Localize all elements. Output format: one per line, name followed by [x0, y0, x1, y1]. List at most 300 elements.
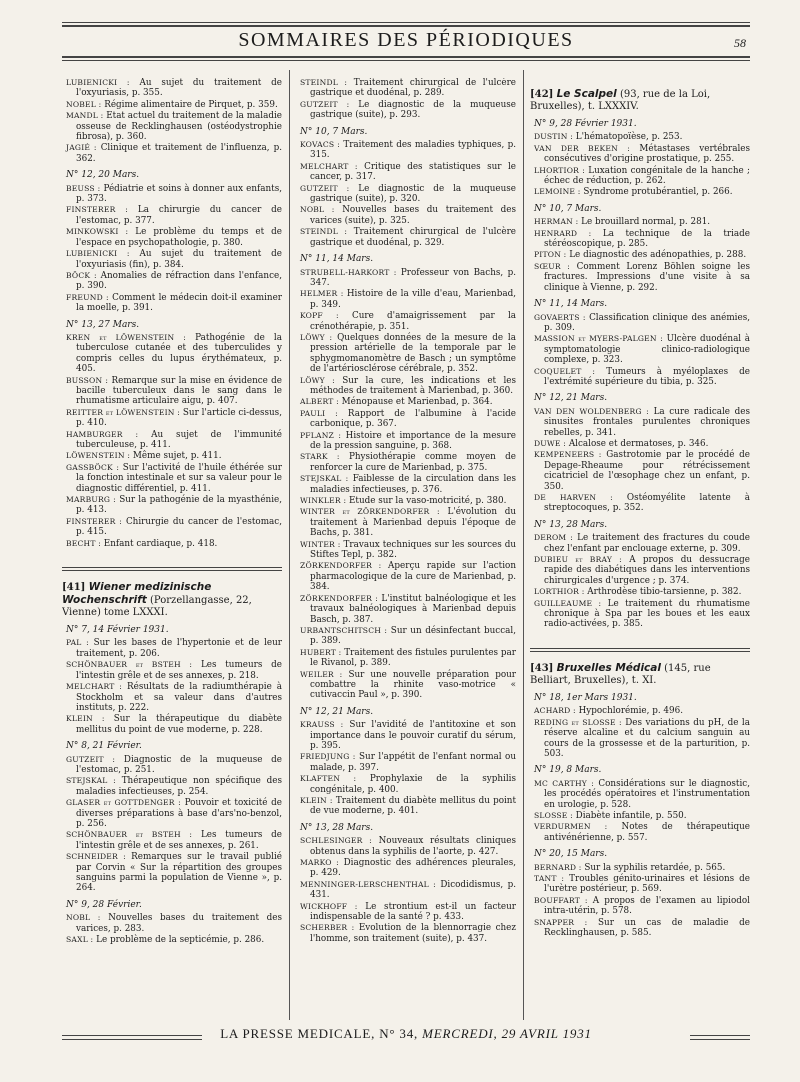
journal-detail: (Porzellangasse, 22, Vienne) tome LXXXI.: [62, 595, 252, 619]
summary-entry: [296, 858, 516, 879]
author-name: STARK :: [300, 452, 340, 462]
article-title: Au sujet de l'immunité tuberculeuse, p. 411.: [76, 429, 282, 450]
author-name: DUWE :: [534, 438, 567, 448]
issue-heading: N° 18, 1er Mars 1931.: [534, 692, 637, 703]
author-name: MARKO :: [300, 858, 339, 868]
author-name: HELMER :: [300, 289, 344, 299]
author-name: STEINDL :: [300, 227, 348, 237]
author-name: LUBIENICKI :: [66, 78, 130, 87]
summary-entry: [530, 811, 750, 821]
summary-entry: [530, 144, 750, 165]
author-name: MASSION et MYERS-PALGEN :: [534, 334, 663, 344]
summary-entry: [530, 166, 750, 187]
author-name: KRAUSS :: [300, 720, 344, 730]
summary-entry: [62, 682, 282, 713]
article-title: Considérations sur le diagnostic, les procédés opératoires et l'instrumentation en urologie, p. 528.: [544, 778, 750, 810]
summary-entry: [530, 587, 750, 597]
author-name: DUSTIN :: [534, 132, 573, 142]
article-title: Etat actuel du traitement de la maladie osseuse de Recklinghausen (ostéodystrophie fibrosa), p. 360.: [76, 111, 282, 143]
summary-entry: [62, 776, 282, 797]
journal-detail: (93, rue de la Loi, Bruxelles), t. LXXXIV.: [530, 89, 711, 112]
summary-entry: [296, 268, 516, 289]
article-title: L'évolution du traitement à Marienbad depuis l'époque de Bachs, p. 381.: [310, 507, 516, 539]
author-name: LORTHIOR :: [534, 587, 585, 597]
author-name: ZÖRKENDORFER :: [300, 593, 378, 603]
article-title: Critique des statistiques sur le cancer, p. 317.: [310, 161, 516, 183]
article-title: Le traitement des fractures du coude chez l'enfant par enclouage externe, p. 309.: [544, 533, 750, 554]
article-title: Traitement du diabète mellitus du point de vue moderne, p. 401.: [310, 796, 516, 817]
author-name: BECHT :: [66, 538, 101, 548]
article-title: Etude sur la vaso-motricité, p. 380.: [349, 496, 507, 507]
article-title: Ostéomyélite latente à streptocoques, p. 352.: [544, 493, 750, 514]
author-name: GLASER et GOTTDENGER :: [66, 798, 181, 808]
author-name: VAN DER BEKEN :: [534, 143, 630, 153]
author-name: PFLANZ :: [300, 430, 342, 440]
column-divider: [289, 70, 290, 1020]
journal-name: Bruxelles Médical: [556, 661, 661, 674]
author-name: STEJSKAL :: [66, 776, 116, 786]
summary-entry: [530, 874, 750, 895]
author-name: KREN et LÖWENSTEIN :: [66, 332, 186, 342]
author-name: FREUND :: [66, 292, 109, 302]
author-name: PAL :: [66, 638, 89, 648]
summary-entry: [62, 830, 282, 851]
article-title: Traitement des fistules purulentes par le Rivanol, p. 389.: [310, 647, 516, 669]
article-title: Notes de thérapeutique antivénérienne, p. 557.: [544, 822, 750, 843]
summary-entry: [62, 100, 282, 110]
summary-entry: [62, 430, 282, 451]
column-1: [62, 78, 282, 1018]
page-footer: [62, 1022, 750, 1052]
journal-number: [42]: [530, 89, 554, 100]
summary-entry: [530, 229, 750, 250]
journal-heading: [62, 581, 282, 619]
issue-heading: N° 19, 8 Mars.: [534, 765, 602, 776]
summary-entry: [530, 896, 750, 917]
summary-entry: [296, 227, 516, 248]
author-name: SLOSSE :: [534, 810, 573, 820]
summary-entry: [530, 407, 750, 438]
article-title: Sur une nouvelle préparation pour combattre la rhinite vaso-motrice « cutivaccin Paul », p. 390.: [310, 669, 516, 701]
summary-entry: [530, 439, 750, 449]
summary-entry: [296, 140, 516, 161]
author-name: BUSSON :: [66, 375, 109, 385]
issue-heading: N° 7, 14 Février 1931.: [66, 625, 169, 636]
article-title: Travaux techniques sur les sources du Stiftes Tepl, p. 382.: [310, 539, 516, 561]
issue-heading: N° 12, 20 Mars.: [66, 170, 140, 181]
article-title: Cure d'amaigrissement par la crénothérapie, p. 351.: [310, 311, 516, 332]
issue-heading: N° 10, 7 Mars.: [300, 126, 368, 137]
article-title: Quelques données de la mesure de la pression artérielle de la temporale par le sphygmomanomètre de Basch ; un symptôme de l'artériosclérose cérébrale, p. 352.: [310, 332, 516, 375]
author-name: MANDL :: [66, 111, 104, 121]
summary-entry: [296, 752, 516, 773]
footer-date: MERCREDI, 29 AVRIL 1931: [422, 1026, 592, 1041]
summary-entry: [62, 111, 282, 142]
article-title: Sur l'article ci-dessus, p. 410.: [76, 407, 282, 429]
author-name: WINTER :: [300, 539, 341, 549]
article-title: Dicodidismus, p. 431.: [310, 879, 516, 901]
author-name: MARBURG :: [66, 495, 116, 505]
author-name: REDING et SLOSSE :: [534, 717, 622, 727]
author-name: ACHARD :: [534, 706, 576, 716]
summary-entry: [62, 539, 282, 549]
journal-heading: [530, 88, 750, 113]
summary-entry: [530, 367, 750, 388]
author-name: DEROM :: [534, 533, 574, 543]
author-name: ZÖRKENDORFER :: [300, 561, 382, 571]
author-name: HUBERT :: [300, 647, 342, 657]
author-name: LÖWENSTEIN :: [66, 451, 131, 461]
summary-entry: [296, 540, 516, 561]
article-title: Aperçu rapide sur l'action pharmacologique de la cure de Marienbad, p. 384.: [310, 561, 516, 593]
summary-entry: [296, 474, 516, 495]
author-name: KOVACS :: [300, 140, 341, 150]
author-name: SCHERBER :: [300, 923, 355, 933]
summary-entry: [296, 78, 516, 99]
article-title: Prophylaxie de la syphilis congénitale, p. 400.: [310, 774, 516, 795]
issue-heading: N° 13, 28 Mars.: [300, 822, 374, 833]
article-title: Le diagnostic de la muqueuse gastrique (suite), p. 320.: [310, 183, 516, 205]
article-title: Arthrodèse tibio-tarsienne, p. 382.: [587, 587, 742, 598]
summary-entry: [62, 755, 282, 776]
summary-entry: [530, 493, 750, 514]
article-title: Troubles génito-urinaires et lésions de l'urètre postérieur, p. 569.: [544, 873, 750, 895]
author-name: SŒUR :: [534, 261, 570, 271]
article-title: Alcalose et dermatoses, p. 346.: [568, 438, 709, 449]
summary-entry: [530, 779, 750, 810]
article-title: Physiothérapie comme moyen de renforcer la cure de Marienbad, p. 375.: [310, 452, 516, 473]
page-number: 58: [734, 36, 746, 50]
summary-entry: [62, 249, 282, 270]
article-title: Sur l'activité de l'huile éthérée sur la fonction intestinale et sur sa valeur pour le diagnostic différentiel, p. 411.: [76, 462, 282, 494]
article-title: Comment le médecin doit-il examiner la moelle, p. 391.: [76, 292, 282, 314]
author-name: NOBEL :: [66, 99, 102, 109]
article-title: Sur la thérapeutique du diabète mellitus du point de vue moderne, p. 228.: [76, 714, 282, 735]
article-title: Remarque sur la mise en évidence de bacille tuberculeux dans le sang dans le rhumatisme articulaire aigu, p. 407.: [76, 375, 282, 407]
summary-entry: [62, 333, 282, 375]
article-title: Métastases vertébrales consécutives d'origine prostatique, p. 255.: [544, 143, 750, 165]
article-title: Chirurgie du cancer de l'estomac, p. 415.: [76, 516, 282, 538]
author-name: WINTER et ZÖRKENDORFER :: [300, 507, 440, 517]
issue-heading: N° 20, 15 Mars.: [534, 849, 608, 860]
summary-entry: [62, 714, 282, 735]
summary-entry: [62, 638, 282, 659]
author-name: URBANTSCHITSCH :: [300, 625, 388, 635]
author-name: COQUELET :: [534, 366, 596, 376]
summary-entry: [296, 205, 516, 226]
article-title: Le problème de la septicémie, p. 286.: [96, 935, 265, 946]
author-name: MELCHART :: [300, 161, 358, 171]
summary-entry: [296, 561, 516, 592]
summary-entry: [296, 836, 516, 857]
summary-entry: [296, 333, 516, 375]
summary-entry: [296, 594, 516, 625]
summary-entry: [62, 913, 282, 934]
author-name: SCHNEIDER :: [66, 852, 126, 862]
author-name: SCHÖNBAUER et BSTEH :: [66, 830, 193, 840]
author-name: GASSBÖCK :: [66, 462, 120, 472]
article-title: A propos de l'examen au lipiodol intra-utérin, p. 578.: [544, 895, 750, 917]
summary-entry: [296, 774, 516, 795]
footer-text: [62, 1026, 750, 1042]
author-name: STRUBELL-HARKORT :: [300, 267, 397, 277]
article-title: Les tumeurs de l'intestin grêle et de ses annexes, p. 218.: [76, 660, 282, 681]
footer-prefix: LA PRESSE MEDICALE, N° 34,: [220, 1026, 419, 1041]
article-title: Faiblesse de la circulation dans les maladies infectieuses, p. 376.: [310, 474, 516, 495]
summary-entry: [296, 311, 516, 332]
article-title: Sur la cure, les indications et les méthodes de traitement à Marienbad, p. 360.: [310, 375, 516, 396]
author-name: KEMPENEERS :: [534, 450, 602, 460]
column-3: [530, 78, 750, 1018]
article-title: Traitement des maladies typhiques, p. 315.: [310, 140, 516, 161]
summary-entry: [62, 495, 282, 516]
summary-entry: [296, 409, 516, 430]
article-title: A propos du dessucrage rapide des diabétiques dans les interventions chirurgicales d'urgence ; p. 374.: [544, 555, 750, 586]
summary-entry: [530, 533, 750, 554]
issue-heading: N° 12, 21 Mars.: [534, 393, 608, 404]
article-title: Nouveaux résultats cliniques obtenus dans la syphilis de l'aorte, p. 427.: [310, 836, 516, 857]
article-title: Les tumeurs de l'intestin grêle et de ses annexes, p. 261.: [76, 830, 282, 851]
article-title: Histoire de la ville d'eau, Marienbad, p. 349.: [310, 289, 516, 310]
article-title: L'institut balnéologique et les travaux balnéologiques à Marienbad depuis Basch, p. 387.: [310, 593, 516, 625]
article-title: Anomalies de réfraction dans l'enfance, p. 390.: [76, 270, 282, 292]
summary-entry: [296, 880, 516, 901]
summary-entry: [296, 923, 516, 944]
author-name: MINKOWSKI :: [66, 227, 129, 237]
author-name: FINSTERER :: [66, 205, 128, 215]
author-name: NOBL :: [300, 205, 335, 215]
summary-entry: [296, 397, 516, 407]
author-name: LUBIENICKI :: [66, 249, 130, 259]
article-title: Thérapeutique non spécifique des maladies infectieuses, p. 254.: [76, 776, 282, 797]
header-rule: [62, 22, 750, 23]
summary-entry: [296, 507, 516, 538]
article-title: Syndrome protubérantiel, p. 266.: [583, 187, 733, 198]
author-name: GUTZEIT :: [300, 99, 350, 109]
article-title: Le strontium est-il un facteur indispensable de la santé ? p. 433.: [310, 901, 516, 923]
article-title: Histoire et importance de la mesure de la pression sanguine, p. 368.: [310, 430, 516, 451]
article-title: La chirurgie du cancer de l'estomac, p. 377.: [76, 205, 282, 226]
article-title: Sur les bases de l'hypertonie et de leur traitement, p. 206.: [76, 638, 282, 659]
summary-entry: [62, 451, 282, 461]
summary-entry: [62, 408, 282, 429]
summary-entry: [296, 431, 516, 452]
columns-area: [62, 70, 750, 1020]
summary-entry: [530, 250, 750, 260]
section-separator: [62, 567, 282, 571]
summary-entry: [296, 720, 516, 751]
summary-entry: [530, 187, 750, 197]
author-name: NOBL :: [66, 913, 101, 923]
article-title: Ulcère duodénal à symptomatologie clinico-radiologique complexe, p. 323.: [544, 334, 750, 366]
author-name: KLEIN :: [300, 796, 333, 805]
article-title: Hypochlorémie, p. 496.: [578, 706, 684, 717]
author-name: KOPF :: [300, 311, 339, 321]
journal-number: [43]: [530, 662, 554, 674]
article-title: Diagnostic des adhérences pleurales, p. 429.: [310, 858, 516, 879]
author-name: GUTZEIT :: [66, 754, 116, 764]
author-name: DE HARVEN :: [534, 493, 613, 502]
article-title: Pathogénie de la tuberculose cutanée et des tuberculides y compris celles du lupus érythémateux, p. 405.: [76, 332, 282, 375]
summary-entry: [530, 555, 750, 586]
page-title: SOMMAIRES DES PÉRIODIQUES: [238, 29, 574, 51]
journal-number: [41]: [62, 582, 86, 594]
article-title: Diabète infantile, p. 550.: [575, 810, 687, 821]
author-name: HENRARD :: [534, 228, 592, 238]
summary-entry: [62, 271, 282, 292]
summary-entry: [530, 863, 750, 873]
author-name: TANT :: [534, 873, 565, 883]
author-name: ALBERT :: [300, 397, 339, 407]
summary-entry: [530, 599, 750, 630]
summary-entry: [296, 162, 516, 183]
author-name: JAGIÉ :: [66, 143, 97, 153]
author-name: REITTER et LÖWENSTEIN :: [66, 407, 181, 417]
author-name: LÖWY :: [300, 332, 333, 342]
summary-entry: [62, 517, 282, 538]
author-name: VERDURMEN :: [534, 822, 608, 832]
article-title: Le problème du temps et de l'espace en psychopathologie, p. 380.: [76, 227, 282, 248]
summary-entry: [296, 496, 516, 506]
author-name: GUILLEAUME :: [534, 598, 602, 608]
author-name: SCHÖNBAUER et BSTEH :: [66, 660, 193, 670]
summary-entry: [530, 217, 750, 227]
article-title: Sur un cas de maladie de Recklinghausen, p. 585.: [544, 917, 750, 938]
article-title: Pouvoir et toxicité de diverses préparations à base d'ars'no-benzol, p. 256.: [76, 798, 282, 829]
author-name: VAN DEN WOLDENBERG :: [534, 406, 649, 416]
summary-entry: [530, 718, 750, 760]
article-title: Au sujet du traitement de l'oxyuriasis, p. 355.: [76, 78, 282, 99]
author-name: HERMAN :: [534, 217, 579, 227]
author-name: KLAFTEN :: [300, 774, 357, 784]
journal-name: Le Scalpel: [556, 88, 617, 100]
author-name: WINKLER :: [300, 496, 347, 506]
article-title: Evolution de la blennorragie chez l'homme, son traitement (suite), p. 437.: [310, 923, 516, 944]
section-separator: [530, 648, 750, 652]
summary-entry: [62, 798, 282, 829]
issue-heading: N° 13, 28 Mars.: [534, 519, 608, 530]
summary-entry: [296, 796, 516, 817]
article-title: Classification clinique des anémies, p. 309.: [544, 312, 750, 333]
article-title: Traitement chirurgical de l'ulcère gastrique et duodénal, p. 289.: [310, 78, 516, 99]
article-title: Luxation congénitale de la hanche ; échec de réduction, p. 262.: [544, 165, 750, 187]
author-name: STEJSKAL :: [300, 474, 349, 484]
author-name: LHORTIOR :: [534, 165, 585, 175]
author-name: GOVAERTS :: [534, 312, 586, 322]
summary-entry: [530, 334, 750, 365]
summary-entry: [530, 918, 750, 939]
author-name: DUBIEU et BRAY :: [534, 555, 622, 565]
article-title: Traitement chirurgical de l'ulcère gastrique et duodénal, p. 329.: [310, 227, 516, 248]
header-rule: [62, 56, 750, 58]
author-name: WEILER :: [300, 669, 343, 679]
article-title: Sur un désinfectant buccal, p. 389.: [310, 625, 516, 647]
issue-heading: N° 12, 21 Mars.: [300, 706, 374, 717]
author-name: LÖWY :: [300, 375, 335, 385]
author-name: SAXL :: [66, 935, 94, 945]
author-name: PITON :: [534, 250, 567, 260]
article-title: Résultats de la radiumthérapie à Stockholm et sa valeur dans d'autres instituts, p. 222.: [76, 682, 282, 713]
article-title: Le diagnostic des adénopathies, p. 288.: [569, 250, 747, 261]
article-title: Enfant cardiaque, p. 418.: [103, 538, 218, 549]
author-name: SCHLESINGER :: [300, 836, 372, 846]
journal-name: Wiener medizinische Wochenschrift: [62, 581, 212, 607]
summary-entry: [62, 78, 282, 99]
author-name: BÖCK :: [66, 270, 97, 280]
author-name: STEINDL :: [300, 78, 348, 87]
article-title: La cure radicale des sinusites frontales purulentes chroniques rebelles, p. 341.: [544, 406, 750, 438]
article-title: Diagnostic de la muqueuse de l'estomac, p. 251.: [76, 754, 282, 775]
article-title: Le traitement du rhumatisme chronique à Spa par les boues et les eaux radio-activées, p. 385.: [544, 598, 750, 630]
author-name: MC CARTHY :: [534, 778, 594, 788]
author-name: FRIEDJUNG :: [300, 752, 356, 762]
author-name: FINSTERER :: [66, 516, 123, 526]
article-title: L'hématopoïèse, p. 253.: [575, 132, 683, 143]
article-title: Pédiatrie et soins à donner aux enfants, p. 373.: [76, 183, 282, 205]
author-name: SNAPPER :: [534, 917, 588, 927]
article-title: Professeur von Bachs, p. 347.: [310, 267, 516, 288]
summary-entry: [296, 648, 516, 669]
issue-heading: N° 10, 7 Mars.: [534, 203, 602, 214]
summary-entry: [62, 293, 282, 314]
author-name: BEUSS :: [66, 183, 101, 193]
column-2: [296, 78, 516, 1018]
article-title: Remarques sur le travail publié par Corvin « Sur la répartition des groupes sanguins parmi la population de Vienne », p. 264.: [76, 852, 282, 894]
column-divider: [523, 70, 524, 1020]
article-title: Clinique et traitement de l'influenza, p. 362.: [76, 143, 282, 164]
summary-entry: [296, 902, 516, 923]
article-title: Comment Lorenz Böhlen soigne les fractures. Impressions d'une visite à sa clinique à Vienne, p. 292.: [544, 261, 750, 293]
summary-entry: [62, 376, 282, 407]
summary-entry: [296, 376, 516, 397]
article-title: Sur la syphilis retardée, p. 565.: [584, 862, 726, 873]
summary-entry: [530, 132, 750, 142]
issue-heading: N° 11, 14 Mars.: [300, 254, 374, 265]
article-title: Le diagnostic de la muqueuse gastrique (suite), p. 293.: [310, 99, 516, 121]
author-name: PAULI :: [300, 408, 338, 418]
summary-entry: [296, 626, 516, 647]
summary-entry: [62, 463, 282, 494]
summary-entry: [296, 184, 516, 205]
article-title: Des variations du pH, de la réserve alcaline et du calcium sanguin au cours de la grossesse et de la parturition, p. 503.: [544, 717, 750, 759]
author-name: WICKHOFF :: [300, 901, 358, 911]
summary-entry: [62, 852, 282, 894]
author-name: BERNARD :: [534, 862, 582, 872]
summary-entry: [296, 670, 516, 701]
summary-entry: [530, 313, 750, 334]
summary-entry: [62, 143, 282, 164]
author-name: KLEIN :: [66, 714, 105, 724]
article-title: Même sujet, p. 411.: [132, 451, 222, 462]
author-name: GUTZEIT :: [300, 183, 350, 193]
article-title: Régime alimentaire de Pirquet, p. 359.: [104, 99, 278, 110]
journal-heading: [530, 662, 750, 687]
article-title: La technique de la triade stéréoscopique, p. 285.: [544, 228, 750, 250]
article-title: Rapport de l'albumine à l'acide carbonique, p. 367.: [310, 408, 516, 430]
author-name: MELCHART :: [66, 682, 123, 692]
summary-entry: [296, 100, 516, 121]
summary-entry: [530, 262, 750, 293]
article-title: Sur l'avidité de l'antitoxine et son importance dans le pouvoir curatif du sérum, p. 395.: [310, 720, 516, 751]
article-title: Nouvelles bases du traitement des varices, p. 283.: [76, 913, 282, 934]
summary-entry: [62, 660, 282, 681]
summary-entry: [62, 227, 282, 248]
article-title: Sur l'appétit de l'enfant normal ou malade, p. 397.: [310, 752, 516, 773]
issue-heading: N° 9, 28 Février.: [66, 899, 142, 910]
article-title: Au sujet du traitement de l'oxyuriasis (fin), p. 384.: [76, 249, 282, 270]
summary-entry: [530, 706, 750, 716]
article-title: Tumeurs à myéloplaxes de l'extrémité supérieure du tibia, p. 325.: [544, 366, 750, 387]
